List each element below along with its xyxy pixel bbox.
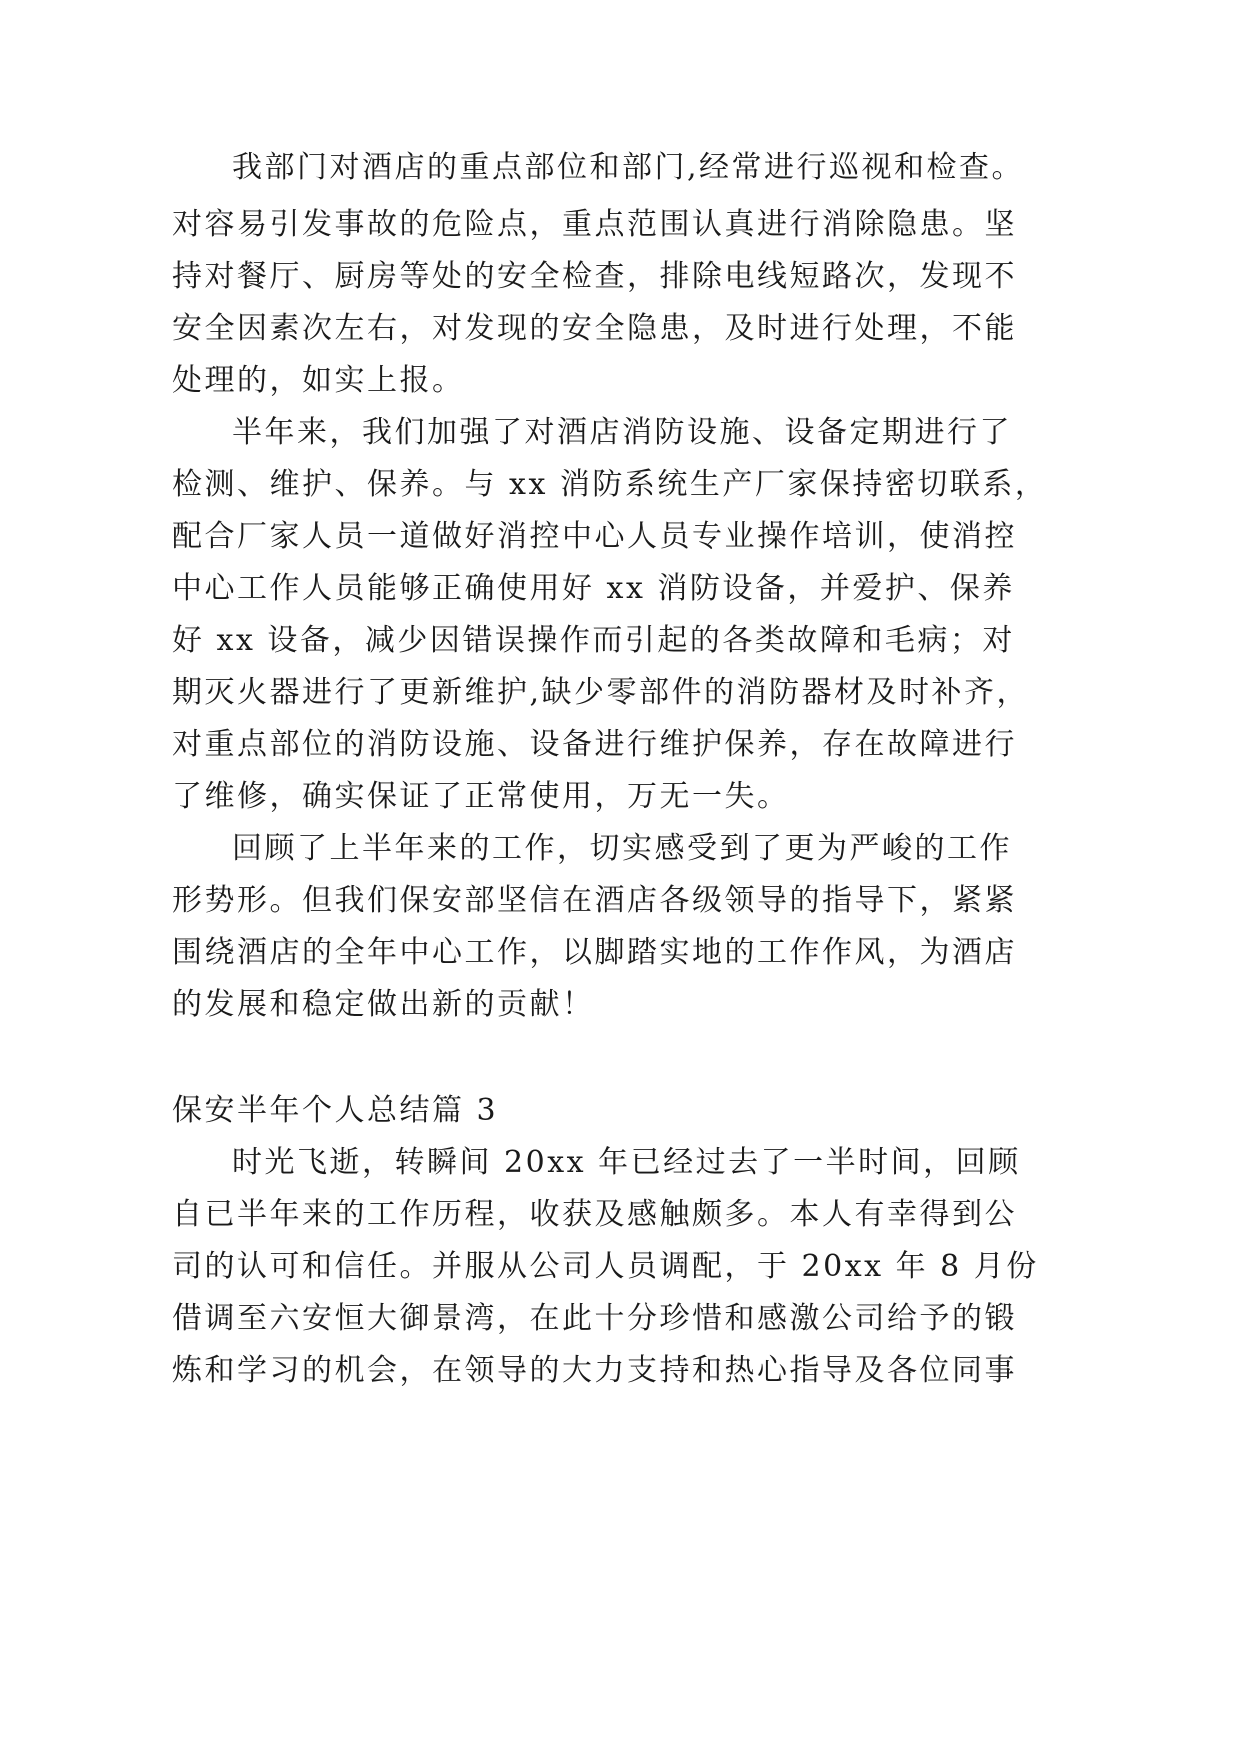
paragraph-line: 半年来，我们加强了对酒店消防设施、设备定期进行了 xyxy=(232,415,1012,450)
paragraph-line: 配合厂家人员一道做好消控中心人员专业操作培训，使消控 xyxy=(172,519,1017,554)
paragraph-line: 时光飞逝，转瞬间 20xx 年已经过去了一半时间，回顾 xyxy=(232,1145,1021,1180)
paragraph-line: 回顾了上半年来的工作，切实感受到了更为严峻的工作 xyxy=(232,831,1012,866)
paragraph-line: 炼和学习的机会，在领导的大力支持和热心指导及各位同事 xyxy=(172,1353,1017,1388)
paragraph-line: 中心工作人员能够正确使用好 xx 消防设备，并爱护、保养 xyxy=(172,571,1015,606)
paragraph-line: 安全因素次左右，对发现的安全隐患，及时进行处理，不能 xyxy=(172,311,1017,346)
paragraph-line: 期灭火器进行了更新维护,缺少零部件的消防器材及时补齐， xyxy=(172,675,1030,710)
paragraph-line: 处理的，如实上报。 xyxy=(172,363,465,398)
section-heading: 保安半年个人总结篇 3 xyxy=(172,1093,499,1128)
paragraph-line: 了维修，确实保证了正常使用，万无一失。 xyxy=(172,779,790,814)
paragraph-line: 自已半年来的工作历程，收获及感触颇多。本人有幸得到公 xyxy=(172,1197,1017,1232)
paragraph-line: 形势形。但我们保安部坚信在酒店各级领导的指导下，紧紧 xyxy=(172,883,1017,918)
paragraph-line: 借调至六安恒大御景湾，在此十分珍惜和感激公司给予的锻 xyxy=(172,1301,1017,1336)
paragraph-line: 检测、维护、保养。与 xx 消防系统生产厂家保持密切联系， xyxy=(172,467,1048,502)
paragraph-line: 我部门对酒店的重点部位和部门,经常进行巡视和检查。 xyxy=(232,150,1025,185)
paragraph-line: 好 xx 设备，减少因错误操作而引起的各类故障和毛病；对 xyxy=(172,623,1015,658)
paragraph-line: 围绕酒店的全年中心工作，以脚踏实地的工作作风，为酒店 xyxy=(172,935,1017,970)
paragraph-line: 对重点部位的消防设施、设备进行维护保养，存在故障进行 xyxy=(172,727,1017,762)
paragraph-line: 司的认可和信任。并服从公司人员调配，于 20xx 年 8 月份 xyxy=(172,1249,1039,1284)
paragraph-line: 的发展和稳定做出新的贡献！ xyxy=(172,987,595,1022)
paragraph-line: 对容易引发事故的危险点，重点范围认真进行消除隐患。坚 xyxy=(172,207,1017,242)
paragraph-line: 持对餐厅、厨房等处的安全检查，排除电线短路次，发现不 xyxy=(172,259,1017,294)
